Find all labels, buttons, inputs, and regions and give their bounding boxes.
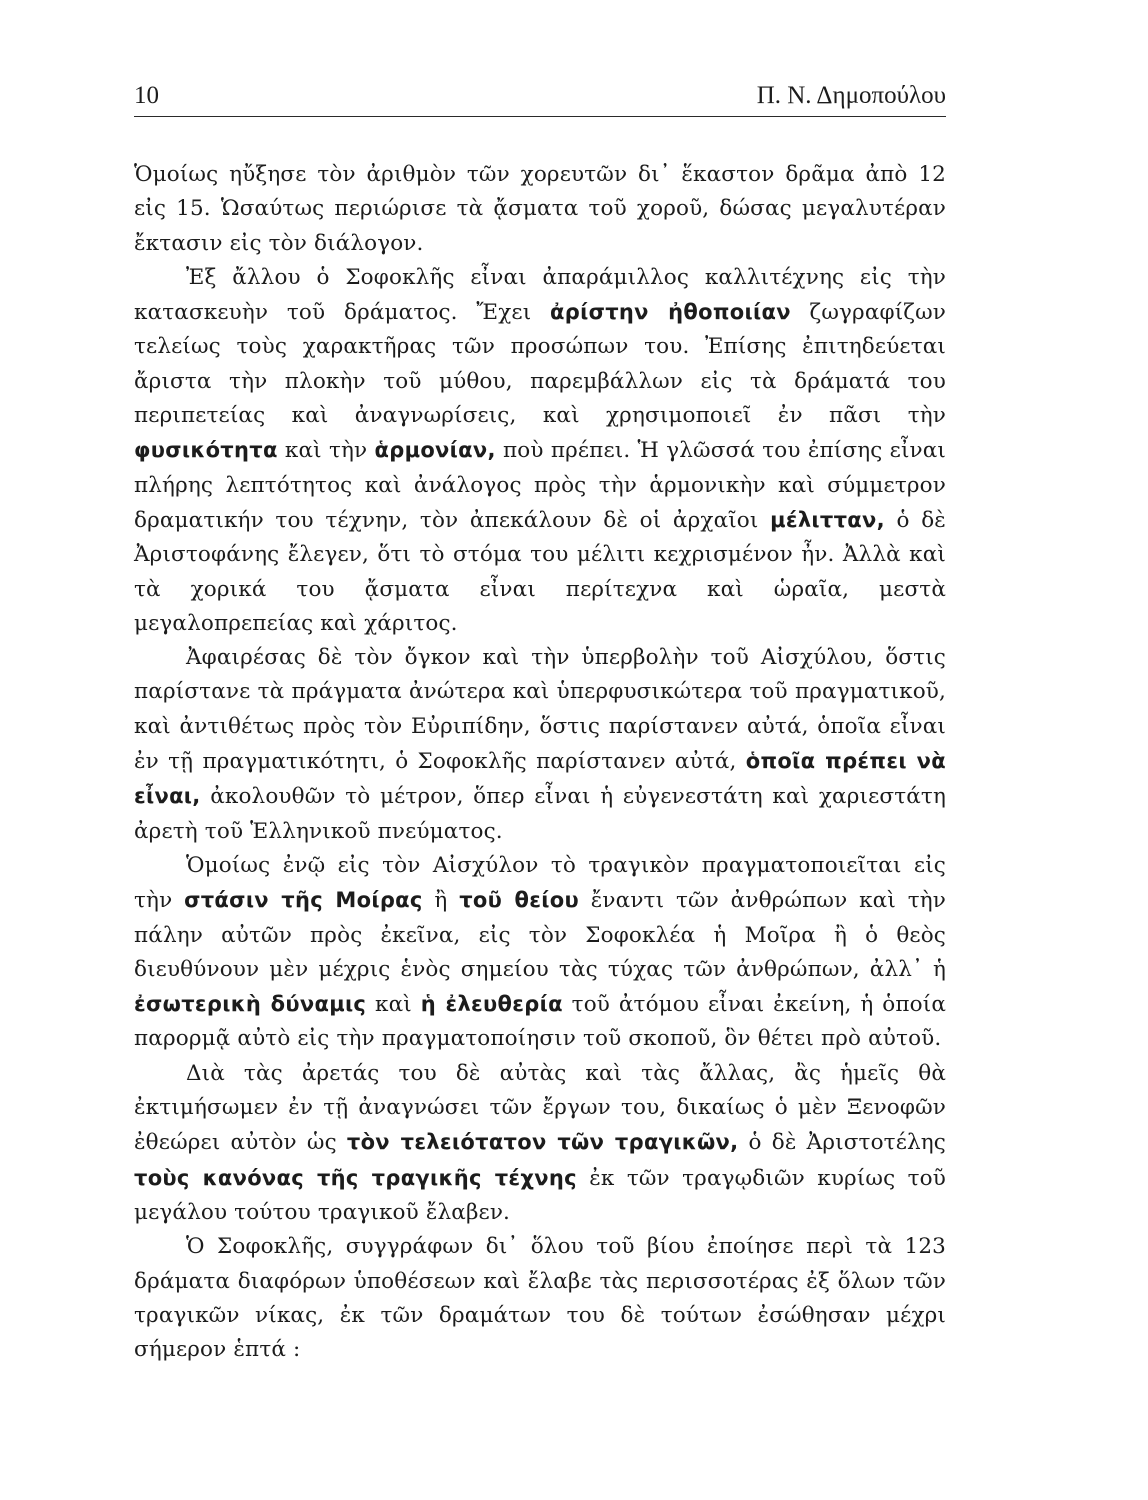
emphasized-text: τοὺς κανόνας τῆς τραγικῆς τέχνης: [134, 1165, 577, 1190]
text-run: ἐκ τῶν τραγῳδιῶν κυρίως τοῦ μεγάλου τούτου τραγικοῦ ἔλαβεν.: [134, 1165, 946, 1225]
paragraph: [134, 849, 946, 1057]
emphasized-text: ἐσωτερικὴ δύναμις: [134, 992, 367, 1017]
text-run: Ὁμοίως ηὔξησε τὸν ἀριθμὸν τῶν χορευτῶν δι᾽ ἕκαστον δρᾶμα ἀπὸ 12 εἰς 15. Ὡσαύτως περιώρισε τὰ ᾄσματα τοῦ χοροῦ, δώσας μεγαλυτέραν ἔκτασιν εἰς τὸν διάλογον.: [134, 162, 946, 256]
paragraph: [134, 261, 946, 641]
paragraph: [134, 158, 946, 261]
emphasized-text: τὸν τελειότατον τῶν τραγικῶν,: [346, 1130, 739, 1155]
text-run: Ἀφαιρέσας δὲ τὸν ὄγκον καὶ τὴν ὑπερβολὴν τοῦ Αἰσχύλου, ὅστις παρίστανε τὰ πράγματα ἀνώτερα καὶ ὑπερφυσικώτερα τοῦ πραγματικοῦ, καὶ ἀντιθέτως πρὸς τὸν Εὐριπίδην, ὅστις παρίστανεν αὐτά, ὁποῖα εἶναι ἐν τῇ πραγματικότητι, ὁ Σοφοκλῆς παρίστανεν αὐτά,: [134, 645, 946, 775]
text-run: Διὰ τὰς ἀρετάς του δὲ αὐτὰς καὶ τὰς ἄλλας, ἂς ἡμεῖς θὰ ἐκτιμήσωμεν ἐν τῇ ἀναγνώσει τῶν ἔργων του, δικαίως ὁ μὲν Ξενοφῶν ἐθεώρει αὐτὸν ὡς: [134, 1060, 946, 1156]
text-run: ὁ δὲ Ἀριστοτέλης: [738, 1130, 946, 1156]
text-run: καὶ: [366, 992, 421, 1018]
text-run: ζωγραφίζων τελείως τοὺς χαρακτῆρας τῶν προσώπων του. Ἐπίσης ἐπιτηδεύεται ἄριστα τὴν πλοκὴν τοῦ μύθου, παρεμβάλλων εἰς τὰ δράματά του περιπετείας καὶ ἀναγνωρίσεις, καὶ χρησιμοποιεῖ ἐν πᾶσι τὴν: [134, 300, 946, 429]
text-run: ὁ δὲ Ἀριστοφάνης ἔλεγεν, ὅτι τὸ στόμα του μέλιτι κεχρισμένον ἦν. Ἀλλὰ καὶ τὰ χορικά του ᾄσματα εἶναι περίτεχνα καὶ ὡραῖα, μεστὰ μεγαλοπρεπείας καὶ χάριτος.: [134, 507, 946, 636]
emphasized-text: φυσικότητα: [134, 438, 278, 463]
emphasized-text: στάσιν τῆς Μοίρας: [184, 888, 423, 913]
emphasized-text: ὁποῖα πρέπει νὰ εἶναι,: [134, 749, 946, 809]
text-run: Ἐξ ἄλλου ὁ Σοφοκλῆς εἶναι ἀπαράμιλλος καλλιτέχνης εἰς τὴν κατασκευὴν τοῦ δράματος. Ἔχει: [134, 264, 946, 326]
emphasized-text: μέλιτταν,: [770, 507, 885, 532]
text-run: Ὁ Σοφοκλῆς, συγγράφων δι᾽ ὅλου τοῦ βίου ἐποίησε περὶ τὰ 123 δράματα διαφόρων ὑποθέσεων καὶ ἔλαβε τὰς περισσοτέρας ἐξ ὅλων τῶν τραγικῶν νίκας, ἐκ τῶν δραμάτων του δὲ τούτων ἐσώθησαν μέχρι σήμερον ἑπτά :: [134, 1234, 946, 1363]
paragraph: [134, 1230, 946, 1367]
emphasized-text: τοῦ θείου: [459, 888, 579, 913]
paragraph: [134, 641, 946, 849]
header-rule: [134, 116, 946, 117]
text-run: ποὺ πρέπει. Ἡ γλῶσσά του ἐπίσης εἶναι πλήρης λεπτότητος καὶ ἀνάλογος πρὸς τὴν ἁρμονικὴν καὶ σύμμετρον δραματικήν του τέχνην, τὸν ἀπεκάλουν δὲ οἱ ἀρχαῖοι: [134, 438, 947, 533]
emphasized-text: ἀρίστην ἠθοποιίαν: [550, 300, 791, 325]
book-page: [134, 76, 946, 1367]
emphasized-text: ἁρμονίαν,: [374, 438, 496, 463]
body-text: [134, 158, 946, 1367]
page-number: 10: [134, 82, 159, 109]
text-run: Ὁμοίως ἐνῷ εἰς τὸν Αἰσχύλον τὸ τραγικὸν πραγματοποιεῖται εἰς τὴν: [134, 852, 946, 914]
text-run: ἢ: [422, 888, 460, 914]
text-run: ἀκολουθῶν τὸ μέτρον, ὅπερ εἶναι ἡ εὐγενεστάτη καὶ χαριεστάτη ἀρετὴ τοῦ Ἑλληνικοῦ πνεύματος.: [134, 784, 946, 844]
paragraph: [134, 1057, 946, 1230]
text-run: καὶ τὴν: [277, 438, 375, 464]
page-header: [134, 76, 946, 120]
text-run: τοῦ ἀτόμου εἶναι ἐκείνη, ἡ ὁποία παρορμᾷ αὐτὸ εἰς τὴν πραγματοποίησιν τοῦ σκοποῦ, ὃν θέτει πρὸ αὐτοῦ.: [134, 992, 947, 1052]
emphasized-text: ἡ ἐλευθερία: [420, 992, 563, 1017]
running-head: Π. Ν. Δημοπούλου: [756, 82, 946, 109]
text-run: ἔναντι τῶν ἀνθρώπων καὶ τὴν πάλην αὐτῶν πρὸς ἐκεῖνα, εἰς τὸν Σοφοκλέα ἡ Μοῖρα ἢ ὁ θεὸς διευθύνουν μὲν μέχρις ἑνὸς σημείου τὰς τύχας τῶν ἀνθρώπων, ἀλλ᾽ ἡ: [134, 888, 947, 982]
